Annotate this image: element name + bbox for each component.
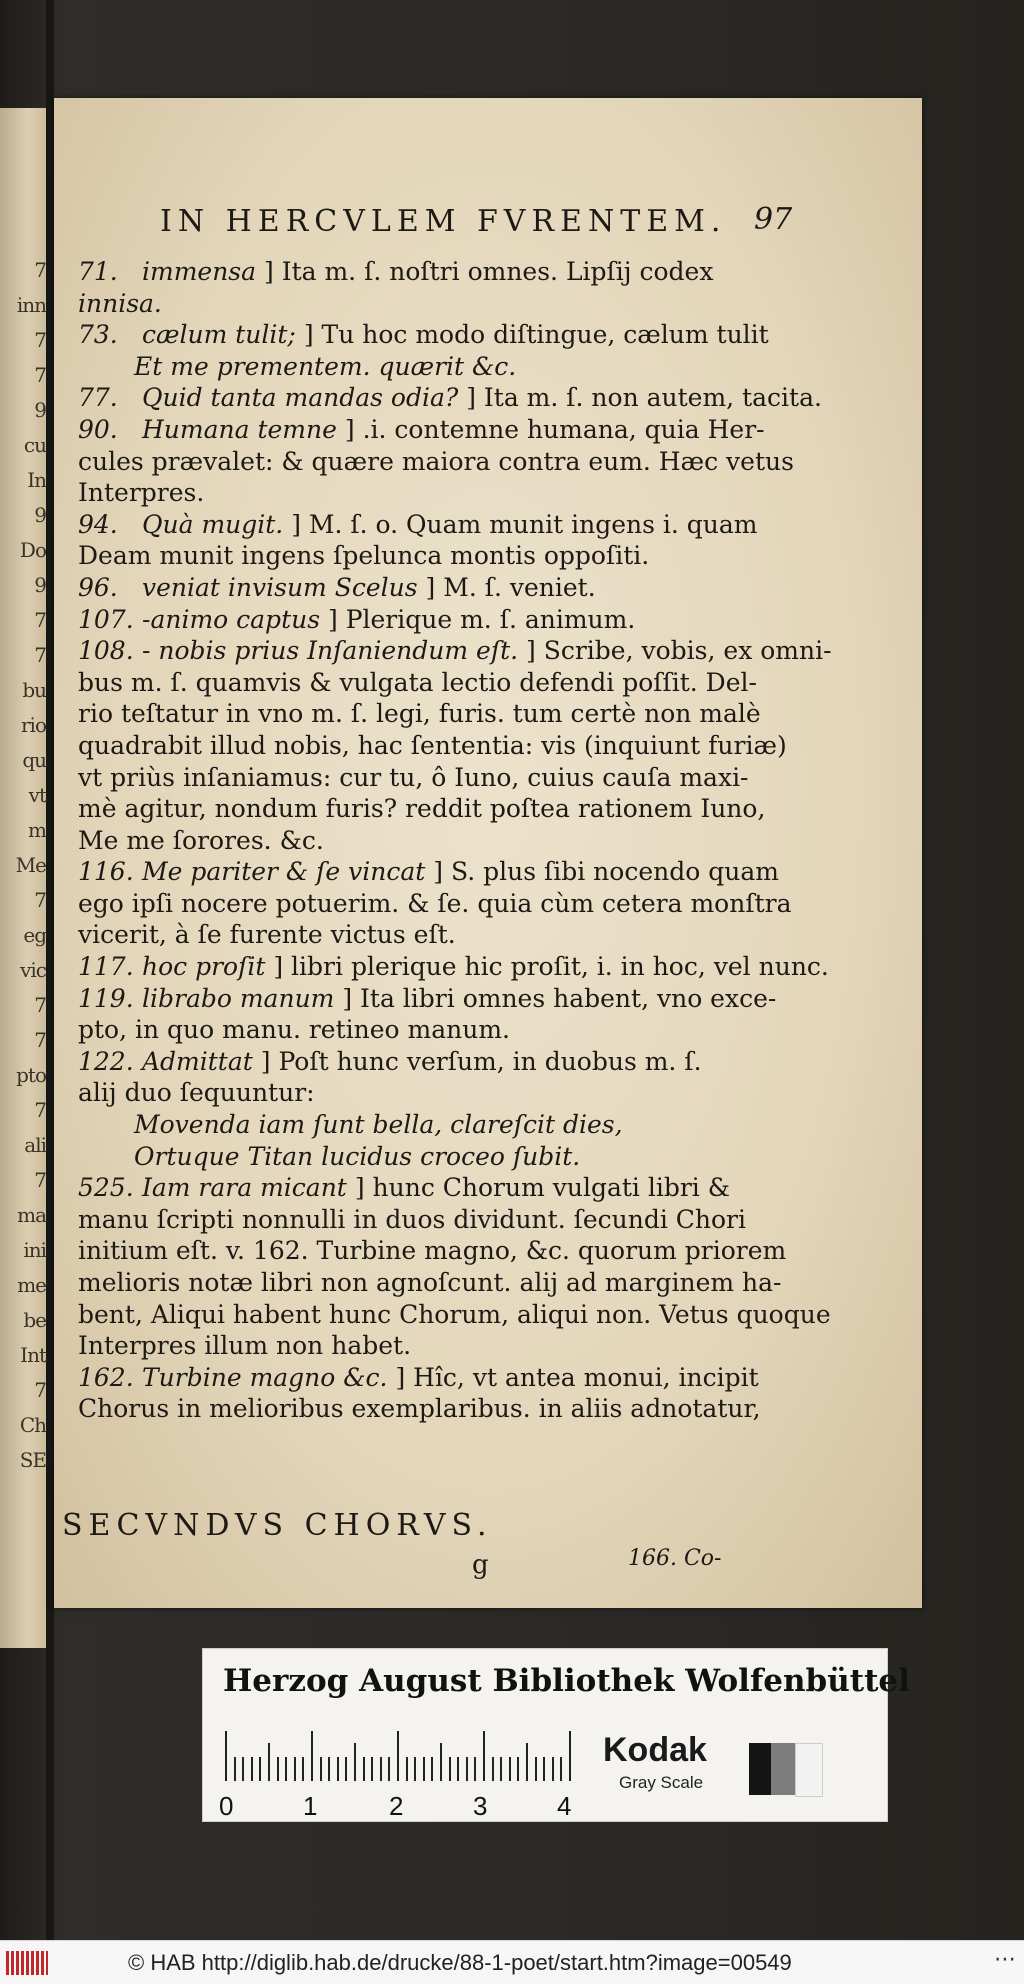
line-text: Movenda iam ſunt bella, clareſcit dies,	[134, 1110, 623, 1140]
section-title: SECVNDVS CHORVS.	[62, 1508, 493, 1543]
scale-tick	[500, 1757, 502, 1781]
text-line	[78, 1109, 758, 1141]
text-line	[78, 540, 758, 572]
line-text: Deam munit ingens ſpelunca montis oppoſiti.	[78, 541, 650, 571]
scale-tick	[251, 1757, 253, 1781]
text-line	[78, 1267, 782, 1299]
line-text: Chorus in melioribus exemplaribus. in aliis adnotatur,	[78, 1394, 761, 1424]
text-line	[78, 509, 758, 541]
text-line	[78, 888, 792, 920]
left-page-fragment: bu	[22, 678, 46, 702]
line-text: bent, Aliqui habent hunc Chorum, aliqui non. Vetus quoque	[78, 1299, 831, 1329]
line-text: ] hunc Chorum vulgati libri &	[354, 1173, 731, 1203]
lemma: -animo captus	[142, 604, 321, 634]
left-page-fragment: 7	[34, 643, 46, 667]
line-text: ] Ita libri omnes habent, vno exce-	[342, 983, 777, 1013]
left-page-fragment: ali	[24, 1133, 46, 1157]
left-page-fragment: 7	[34, 1098, 46, 1122]
scale-tick	[337, 1757, 339, 1781]
left-page-fragment: pto	[16, 1063, 46, 1087]
left-page-fragment: 9	[34, 503, 46, 527]
scale-tick	[431, 1757, 433, 1781]
lemma: Iam rara micant	[142, 1173, 347, 1203]
left-page-fragment: cu	[23, 433, 46, 457]
scale-tick	[492, 1757, 494, 1781]
left-page-fragment: Me	[15, 853, 46, 877]
lemma: veniat invisum Scelus	[142, 572, 418, 602]
text-line	[78, 1393, 761, 1425]
scale-tick	[466, 1757, 468, 1781]
lemma: hoc proſit	[142, 952, 266, 982]
scale-tick	[380, 1757, 382, 1781]
left-page-fragment: inn	[16, 293, 46, 317]
left-page-fragment: Int	[20, 1343, 46, 1367]
line-text: manu ſcripti nonnulli in duos dividunt. ſecundi Chori	[78, 1204, 747, 1234]
scale-label: 4	[557, 1791, 572, 1821]
text-line	[78, 1235, 787, 1267]
scale-tick	[406, 1757, 408, 1781]
text-line	[78, 983, 777, 1015]
text-line	[78, 667, 758, 699]
catchword: 166. Co-	[628, 1546, 722, 1571]
lemma: Quid tanta mandas odia?	[142, 383, 459, 413]
more-menu-icon[interactable]: ⋯	[994, 1947, 1016, 1972]
line-number: 90.	[78, 414, 118, 444]
scale-tick	[569, 1731, 571, 1781]
line-number: 73.	[78, 320, 118, 350]
text-line	[78, 288, 758, 320]
scale-tick	[440, 1743, 442, 1781]
scale-tick	[526, 1743, 528, 1781]
lemma: innisa.	[78, 288, 162, 318]
line-number: 96.	[78, 572, 118, 602]
lemma: librabo manum	[142, 983, 335, 1013]
lemma: Turbine magno &c.	[142, 1362, 388, 1392]
text-line	[78, 919, 758, 951]
text-line	[78, 414, 765, 446]
line-text: Et me prementem. quærit &c.	[134, 351, 517, 381]
left-page-fragment: vt	[28, 783, 46, 807]
text-line	[78, 698, 761, 730]
line-number: 108.	[78, 636, 134, 666]
line-text: mè agitur, nondum furis? reddit poſtea rationem Iuno,	[78, 794, 766, 824]
text-line	[78, 604, 758, 636]
line-number: 71.	[78, 257, 118, 286]
line-text: ] Ita m. ſ. noſtri omnes. Lipſij codex	[264, 257, 714, 286]
scale-tick	[414, 1757, 416, 1781]
line-text: ] Ita m. ſ. non autem, tacita.	[466, 383, 822, 413]
text-line	[78, 351, 758, 383]
left-page-fragment: be	[23, 1308, 46, 1332]
text-line	[78, 1077, 758, 1109]
color-reference-card	[202, 1648, 910, 1822]
left-page-fragment: SE	[19, 1448, 46, 1472]
line-number: 117.	[78, 952, 134, 982]
scale-tick	[552, 1757, 554, 1781]
line-text: ego ipſi nocere potuerim. & ſe. quia cùm cetera monſtra	[78, 888, 792, 918]
line-text: ] Plerique m. ſ. animum.	[328, 604, 636, 634]
ruler-scale	[225, 1731, 585, 1781]
line-text: vt priùs inſaniamus: cur tu, ô Iuno, cuius cauſa maxi-	[78, 762, 749, 792]
lemma: immensa	[142, 257, 257, 286]
text-line	[78, 951, 829, 983]
left-page-fragment: 9	[34, 573, 46, 597]
left-page-fragment: 7	[34, 1028, 46, 1052]
left-page-fragment: m	[28, 818, 46, 842]
line-text: initium eſt. v. 162. Turbine magno, &c. quorum priorem	[78, 1236, 787, 1266]
line-number: 116.	[78, 857, 134, 887]
scale-tick	[560, 1757, 562, 1781]
scale-tick	[302, 1757, 304, 1781]
text-line	[78, 477, 758, 509]
left-page-fragment: ini	[23, 1238, 46, 1262]
signature-mark: g	[472, 1550, 489, 1580]
scale-tick	[354, 1743, 356, 1781]
scale-tick	[328, 1757, 330, 1781]
gray-patches	[749, 1743, 821, 1795]
scale-label: 2	[389, 1791, 404, 1821]
line-number: 94.	[78, 509, 118, 539]
lemma: Humana temne	[142, 414, 337, 444]
scale-tick	[371, 1757, 373, 1781]
scale-tick	[225, 1731, 227, 1781]
gray-scale-label: Gray Scale	[619, 1773, 704, 1792]
scale-tick	[449, 1757, 451, 1781]
gray-patch-black	[749, 1743, 771, 1795]
scale-tick	[234, 1757, 236, 1781]
running-header: IN HERCVLEM FVRENTEM.	[160, 204, 727, 239]
page-gutter	[46, 0, 54, 1940]
left-page-fragment: Do	[19, 538, 46, 562]
left-page-fragment: 7	[34, 258, 46, 282]
commentary-text	[78, 256, 832, 1425]
lemma: - nobis prius Inſaniendum eſt.	[142, 636, 519, 666]
left-page-fragment: 7	[34, 1378, 46, 1402]
line-text: pto, in quo manu. retineo manum.	[78, 1015, 510, 1045]
text-line	[78, 793, 766, 825]
library-name: Herzog August Bibliothek Wolfenbüttel	[223, 1663, 910, 1699]
left-page-fragment: ma	[17, 1203, 46, 1227]
scale-tick	[242, 1757, 244, 1781]
scale-tick	[311, 1731, 313, 1781]
text-line	[78, 1362, 758, 1394]
scale-tick	[543, 1757, 545, 1781]
scale-tick	[294, 1757, 296, 1781]
line-number: 107.	[78, 604, 134, 634]
gray-patch-mid	[771, 1743, 795, 1795]
text-line	[78, 1172, 758, 1204]
text-line	[78, 1299, 831, 1331]
page-number: 97	[754, 202, 793, 237]
scale-tick	[457, 1757, 459, 1781]
lemma: Admittat	[142, 1046, 253, 1076]
text-line	[78, 825, 758, 857]
scale-tick	[535, 1757, 537, 1781]
left-page-fragment: rio	[21, 713, 46, 737]
line-text: ] Tu hoc modo diſtingue, cælum tulit	[303, 320, 769, 350]
text-line	[78, 1141, 758, 1173]
line-number: 525.	[78, 1173, 134, 1203]
scale-tick	[345, 1757, 347, 1781]
left-page-fragment: 7	[34, 1168, 46, 1192]
scale-tick	[388, 1757, 390, 1781]
line-text: alij duo ſequuntur:	[78, 1078, 315, 1108]
scale-tick	[268, 1743, 270, 1781]
text-line	[78, 572, 758, 604]
left-page-fragment: 7	[34, 328, 46, 352]
line-text: bus m. ſ. quamvis & vulgata lectio defendi poſſit. Del-	[78, 667, 757, 697]
scale-tick	[259, 1757, 261, 1781]
scale-tick	[483, 1731, 485, 1781]
line-text: Interpres illum non habet.	[78, 1331, 412, 1361]
text-line	[78, 1046, 758, 1078]
lemma: cælum tulit;	[142, 320, 296, 350]
lemma: Quà mugit.	[142, 509, 284, 539]
text-line	[78, 1204, 758, 1236]
text-line	[78, 635, 832, 667]
line-text: ] Scribe, vobis, ex omni-	[526, 636, 832, 666]
left-page-fragment: 7	[34, 888, 46, 912]
line-number: 119.	[78, 983, 134, 1013]
text-line	[78, 1330, 758, 1362]
line-text: ] S. plus ſibi nocendo quam	[433, 857, 779, 887]
scale-tick	[474, 1757, 476, 1781]
left-page-fragment: 7	[34, 608, 46, 632]
scale-tick	[517, 1757, 519, 1781]
text-line	[78, 856, 779, 888]
scale-label: 3	[473, 1791, 488, 1821]
left-page-fragment: 7	[34, 363, 46, 387]
line-text: rio teſtatur in vno m. ſ. legi, furis. tum certè non malè	[78, 699, 761, 729]
scale-label: 0	[219, 1791, 234, 1821]
line-text: Me me ſorores. &c.	[78, 825, 324, 855]
scale-tick	[277, 1757, 279, 1781]
scale-tick	[320, 1757, 322, 1781]
url-bar	[0, 1940, 1024, 1984]
hab-logo-icon	[6, 1951, 48, 1975]
kodak-logo-text: Kodak	[603, 1731, 707, 1769]
text-line	[78, 730, 787, 762]
scale-tick	[363, 1757, 365, 1781]
book-page	[54, 98, 922, 1608]
line-text: quadrabit illud nobis, hac ſententia: vis (inquiunt furiæ)	[78, 730, 787, 760]
text-line	[78, 1014, 758, 1046]
left-page-fragment: In	[27, 468, 46, 492]
line-text: ] Hîc, vt antea monui, incipit	[395, 1362, 759, 1392]
left-page-fragment: eg	[23, 923, 46, 947]
line-text: Ortuque Titan lucidus croceo ſubit.	[134, 1141, 581, 1171]
left-page-fragment: 9	[34, 398, 46, 422]
scale-label: 1	[303, 1791, 318, 1821]
line-text: vicerit, à ſe furente victus eſt.	[78, 920, 456, 950]
url-text[interactable]: © HAB http://diglib.hab.de/drucke/88-1-poet/start.htm?image=00549	[128, 1950, 792, 1975]
left-page-fragment: vic	[20, 958, 46, 982]
line-text: ] libri plerique hic proſit, i. in hoc, vel nunc.	[273, 952, 829, 982]
text-line	[78, 762, 758, 794]
line-number: 162.	[78, 1362, 134, 1392]
lemma: Me pariter & ſe vincat	[142, 857, 426, 887]
scale-tick	[509, 1757, 511, 1781]
line-text: Interpres.	[78, 478, 205, 508]
scale-tick	[397, 1731, 399, 1781]
scale-tick	[285, 1757, 287, 1781]
line-text: ] Poſt hunc verſum, in duobus m. ſ.	[260, 1046, 702, 1076]
text-line	[78, 446, 794, 478]
text-line	[78, 319, 769, 351]
line-text: ] M. ſ. veniet.	[425, 572, 596, 602]
left-page-fragment: 7	[34, 993, 46, 1017]
scale-tick	[423, 1757, 425, 1781]
line-number: 77.	[78, 383, 118, 413]
line-text: ] .i. contemne humana, quia Her-	[344, 414, 765, 444]
text-line	[78, 382, 822, 414]
line-number: 122.	[78, 1046, 134, 1076]
line-text: ] M. ſ. o. Quam munit ingens i. quam	[291, 509, 758, 539]
text-line	[78, 256, 758, 288]
left-page-fragment: me	[17, 1273, 46, 1297]
gray-patch-white	[795, 1743, 823, 1797]
line-text: cules prævalet: & quære maiora contra eum. Hæc vetus	[78, 446, 794, 476]
left-page-fragment: qu	[22, 748, 46, 772]
left-page-fragment: Ch	[19, 1413, 46, 1437]
line-text: melioris notæ libri non agnoſcunt. alij ad marginem ha-	[78, 1268, 782, 1297]
